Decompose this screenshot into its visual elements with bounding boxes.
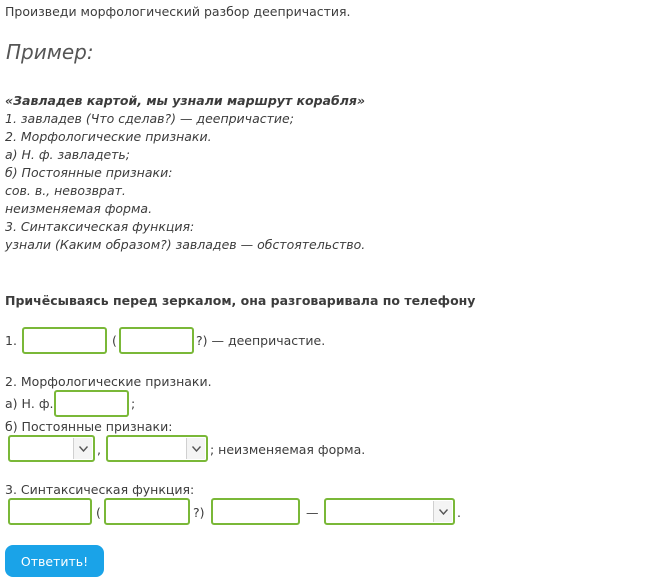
question-input[interactable] [119,327,194,354]
exercise-sentence: Причёсываясь перед зеркалом, она разговаривала по телефону [5,293,476,308]
example-line: 3. Синтаксическая функция: [5,219,195,234]
example-line: сов. в., невозврат. [5,183,126,198]
participle-word-input[interactable] [22,327,107,354]
chevron-down-icon [73,438,92,459]
syntax-close: ?) [193,505,205,520]
syntactic-role-select[interactable] [324,498,455,525]
syntax-open-paren: ( [96,505,101,520]
syntax-end: . [457,505,461,520]
syntax-question-input[interactable] [104,498,190,525]
constant-features-heading: б) Постоянные признаки: [5,419,173,434]
initial-form-suffix: ; [131,396,136,411]
features-suffix: ; неизменяемая форма. [210,442,366,457]
example-sentence: «Завладев картой, мы узнали маршрут корабля» [5,93,366,108]
example-line: узнали (Каким образом?) завладев — обстоятельство. [5,237,366,252]
task-instruction: Произведи морфологический разбор деепричастия. [5,4,351,19]
initial-form-input[interactable] [54,390,129,417]
row1-open-paren: ( [112,333,117,348]
syntax-dash: — [306,505,319,520]
example-line: а) Н. ф. завладеть; [5,147,131,162]
row1-number: 1. [5,333,17,348]
participle-repeat-input[interactable] [211,498,300,525]
example-line: неизменяемая форма. [5,201,153,216]
reflexivity-select[interactable] [106,435,208,462]
syntax-heading: 3. Синтаксическая функция: [5,482,195,497]
chevron-down-icon [186,438,205,459]
aspect-select[interactable] [8,435,95,462]
predicate-input[interactable] [8,498,92,525]
submit-button[interactable]: Ответить! [5,545,104,577]
example-line: 1. завладев (Что сделав?) — деепричастие; [5,111,294,126]
chevron-down-icon [433,501,452,522]
morph-heading: 2. Морфологические признаки. [5,374,212,389]
row1-suffix: ?) — деепричастие. [196,333,326,348]
example-line: 2. Морфологические признаки. [5,129,212,144]
example-heading: Пример: [6,40,94,64]
initial-form-label: а) Н. ф. [5,396,54,411]
features-comma: , [97,442,101,457]
example-line: б) Постоянные признаки: [5,165,173,180]
